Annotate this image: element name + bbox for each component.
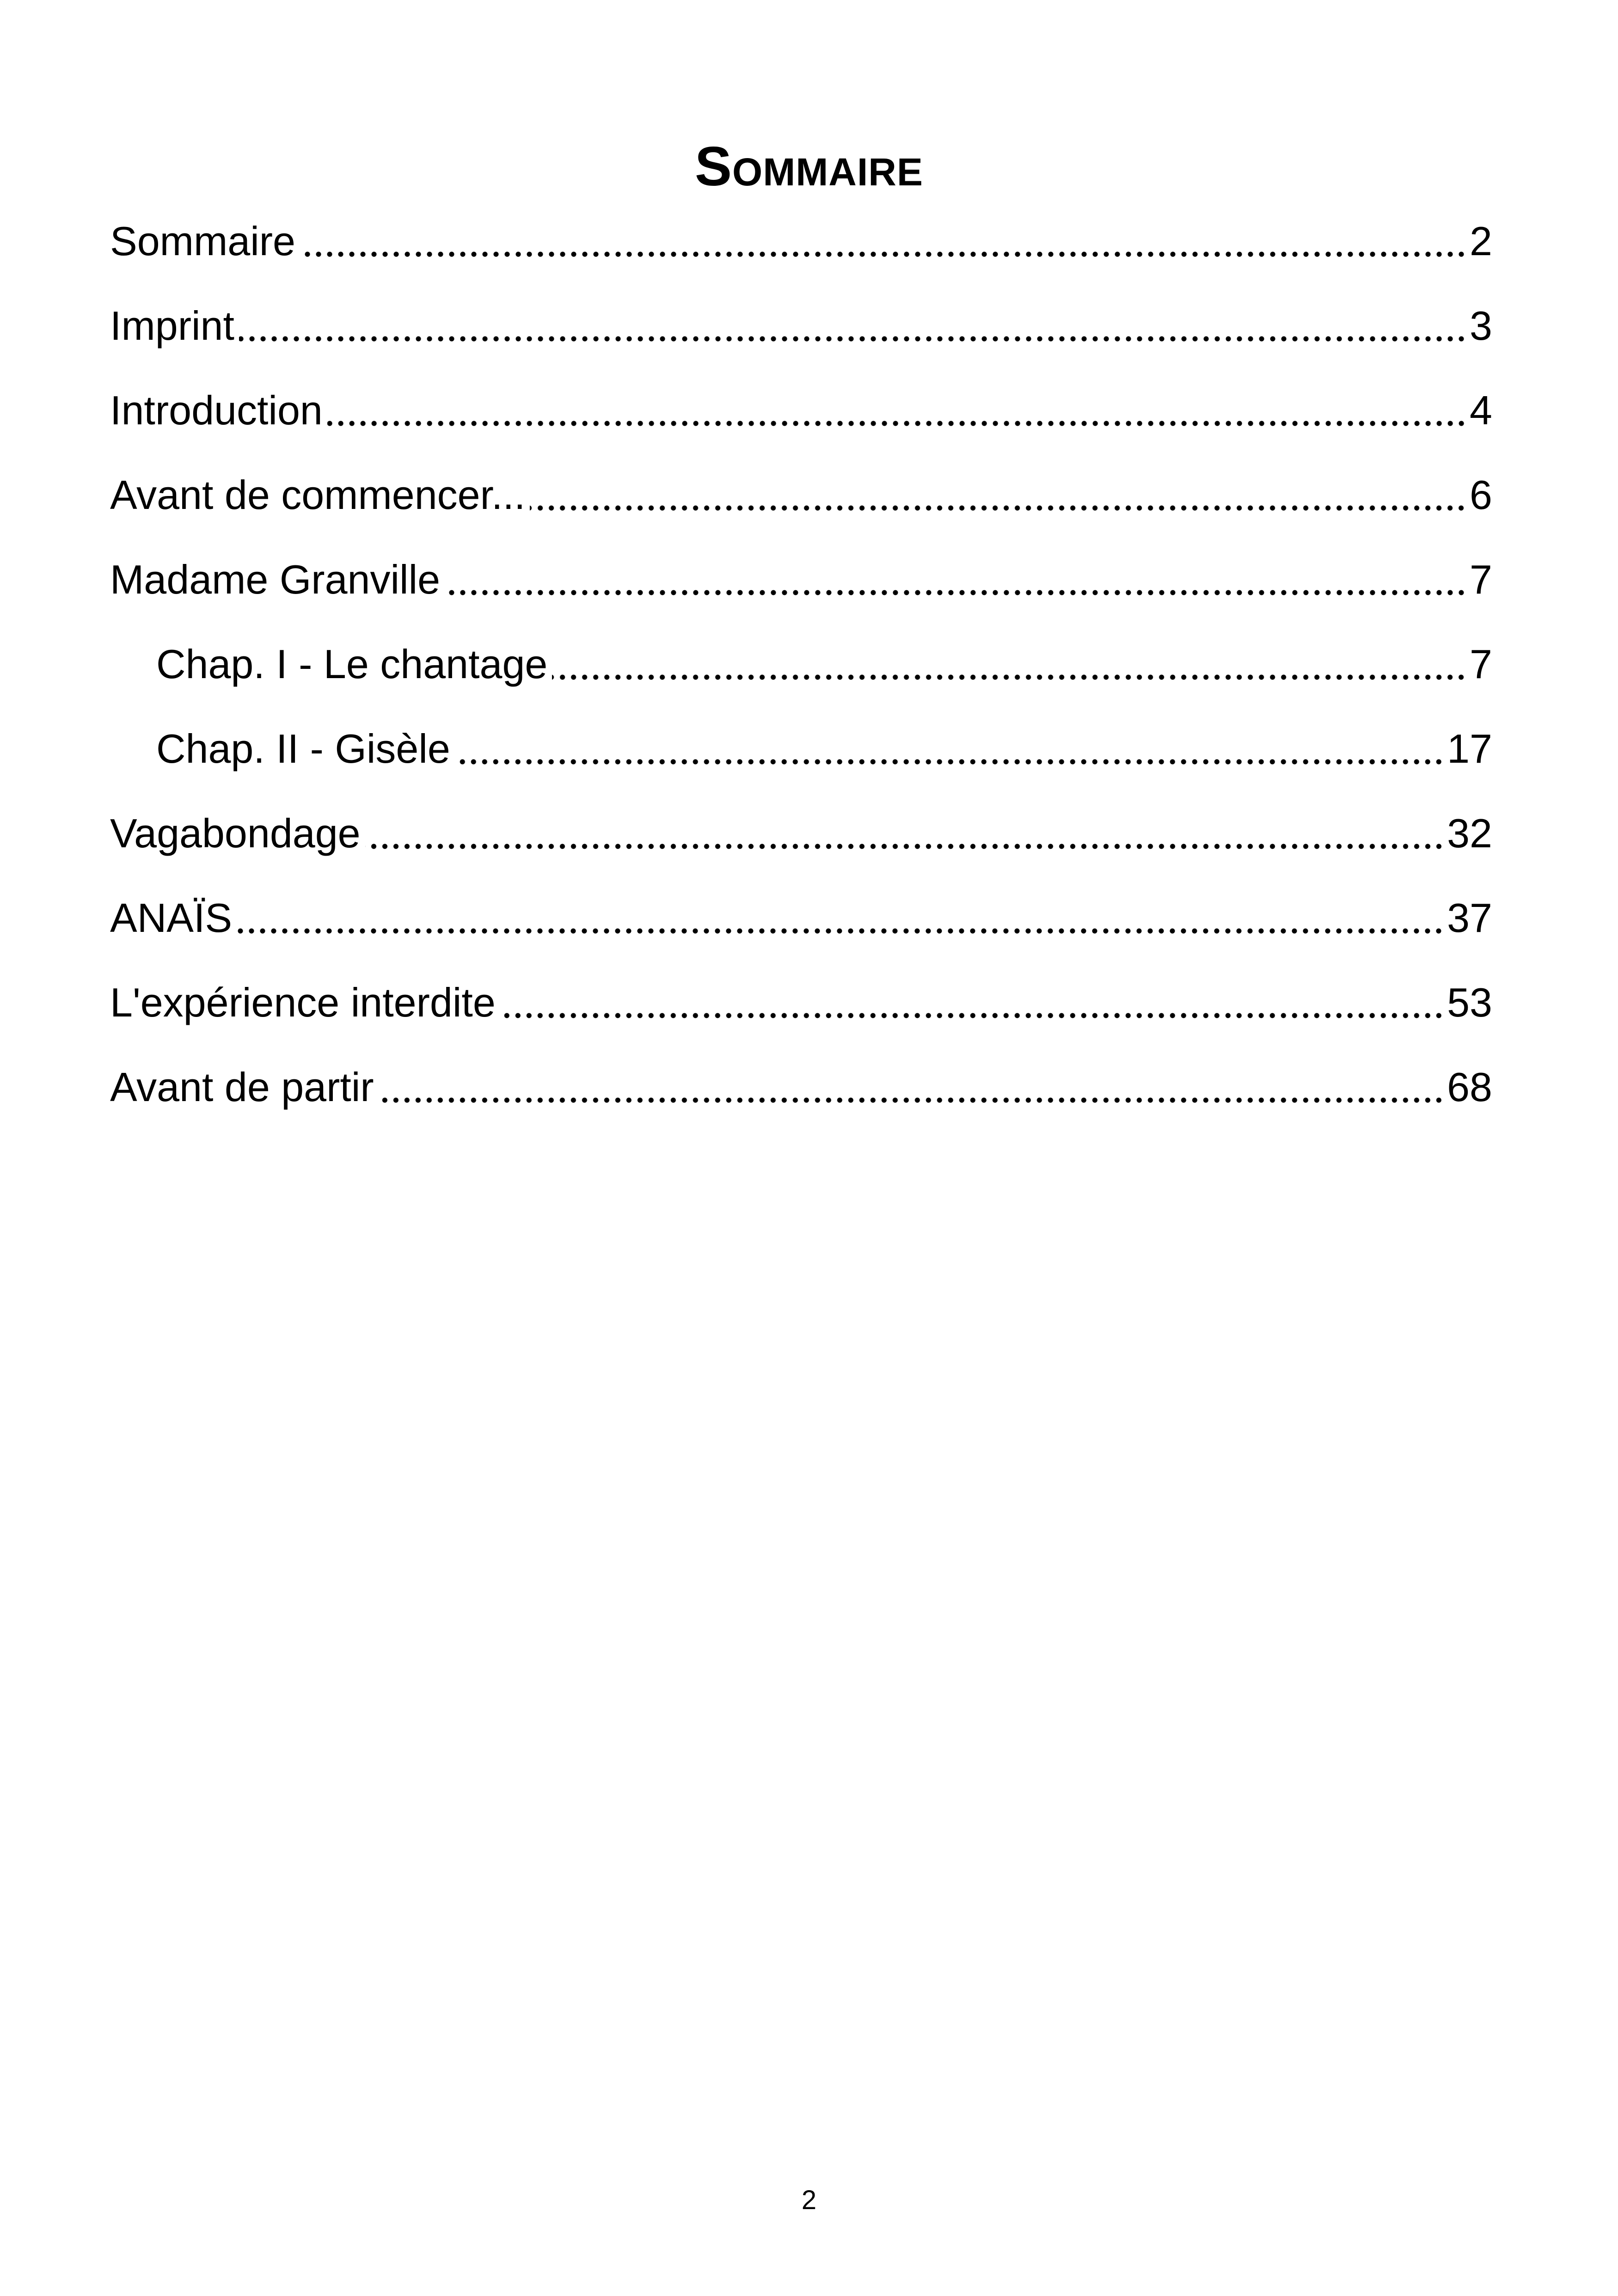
toc-entry-label: L'expérience interdite: [110, 979, 496, 1025]
dot-leader: [300, 247, 1467, 261]
toc-entry-page: 4: [1470, 387, 1492, 433]
dot-leader: [552, 670, 1467, 684]
dot-leader: [500, 1009, 1444, 1022]
dot-leader: [327, 416, 1467, 430]
toc-entry-vagabondage[interactable]: [110, 791, 1492, 876]
toc-entry-chap-2[interactable]: [110, 706, 1492, 791]
toc-entry-madame-granville[interactable]: [110, 537, 1492, 622]
toc-entry-anais[interactable]: [110, 876, 1492, 960]
toc-entry-page: 2: [1470, 218, 1492, 264]
dot-leader: [530, 501, 1467, 515]
toc-entry-label: ANAÏS: [110, 894, 233, 941]
dot-leader: [237, 924, 1444, 938]
toc-entry-page: 68: [1447, 1064, 1492, 1110]
dot-leader: [239, 332, 1467, 346]
toc-entry-page: 3: [1470, 302, 1492, 349]
toc-entry-label: Chap. I - Le chantage: [156, 641, 548, 687]
toc-entry-label: Avant de partir: [110, 1064, 374, 1110]
page-title: Sommaire: [694, 135, 923, 198]
toc-entry-label: Sommaire: [110, 218, 295, 264]
toc-entry-page: 32: [1447, 810, 1492, 856]
toc-entry-label: Chap. II - Gisèle: [156, 725, 450, 771]
toc-entry-imprint[interactable]: [110, 283, 1492, 368]
toc-entry-label: Imprint: [110, 302, 234, 349]
toc-entry-experience-interdite[interactable]: [110, 960, 1492, 1045]
dot-leader: [445, 586, 1467, 600]
toc-entry-chap-1[interactable]: [110, 622, 1492, 706]
dot-leader: [365, 839, 1445, 853]
toc-entry-page: 7: [1470, 556, 1492, 602]
dot-leader: [379, 1093, 1444, 1107]
toc-entry-page: 37: [1447, 894, 1492, 941]
toc-entry-avant-de-partir[interactable]: [110, 1045, 1492, 1129]
toc-entry-page: 17: [1447, 725, 1492, 771]
toc-entry-introduction[interactable]: [110, 368, 1492, 453]
dot-leader: [455, 755, 1444, 769]
table-of-contents: [110, 199, 1492, 1129]
toc-entry-page: 53: [1447, 979, 1492, 1025]
toc-entry-label: Avant de commencer...: [110, 471, 526, 518]
page-number: 2: [801, 2185, 817, 2215]
toc-entry-label: Introduction: [110, 387, 323, 433]
toc-entry-page: 7: [1470, 641, 1492, 687]
toc-entry-page: 6: [1470, 471, 1492, 518]
toc-entry-avant-de-commencer[interactable]: [110, 453, 1492, 537]
toc-entry-label: Vagabondage: [110, 810, 361, 856]
toc-entry-label: Madame Granville: [110, 556, 441, 602]
toc-entry-sommaire[interactable]: [110, 199, 1492, 283]
